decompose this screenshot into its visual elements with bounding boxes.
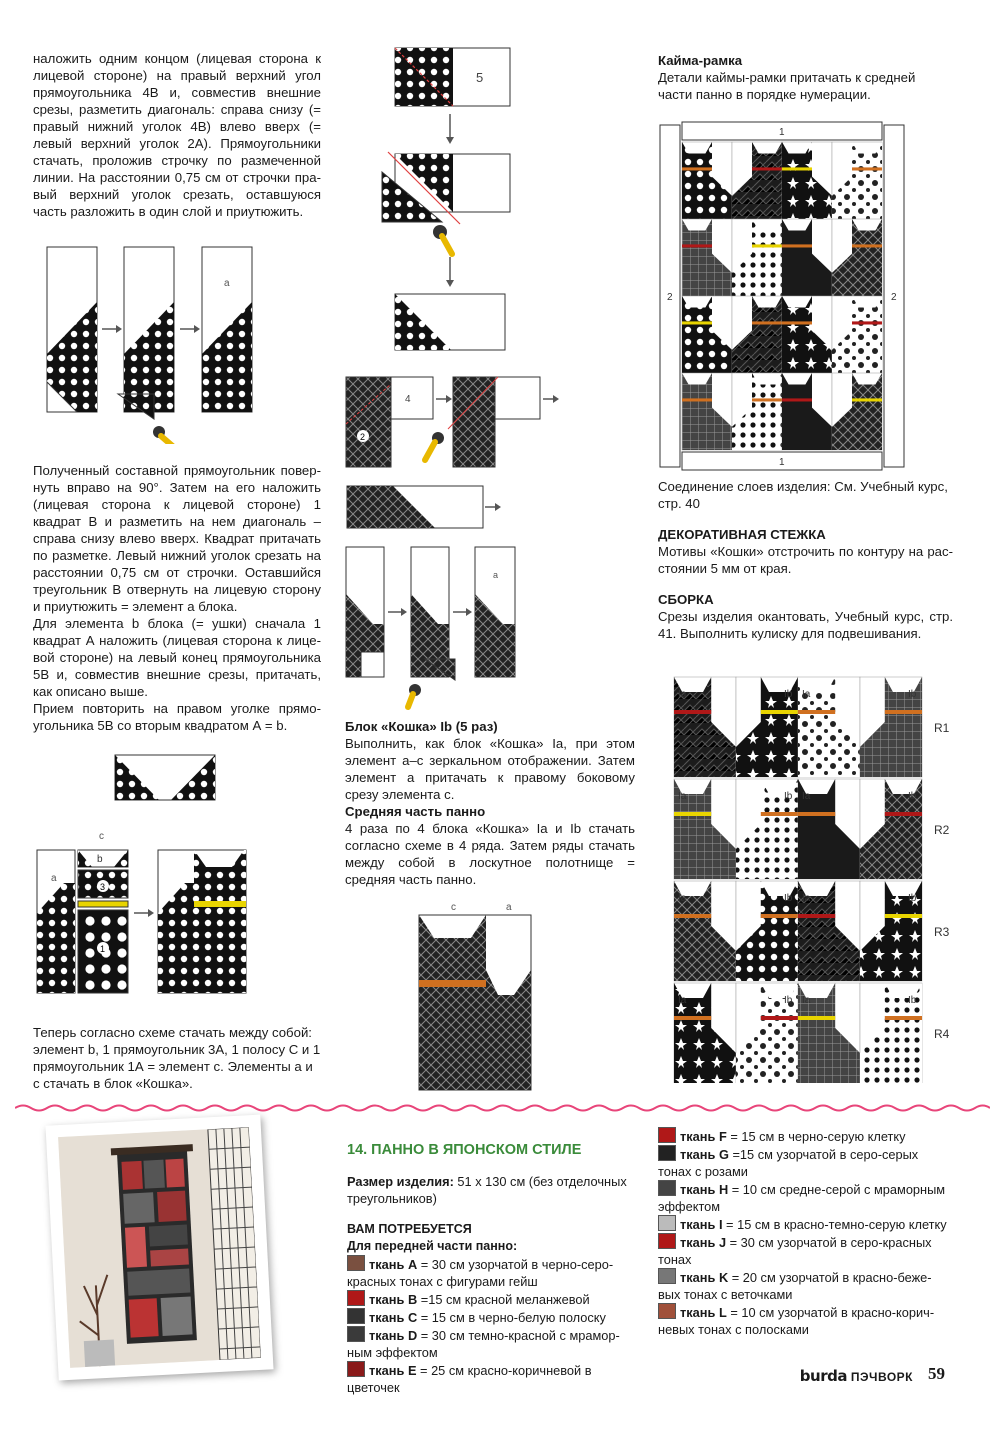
mini-cat-block	[832, 219, 882, 296]
frame-top-label: 1	[779, 127, 785, 138]
cat-block-result	[158, 850, 246, 993]
block-label: Ia	[802, 689, 811, 700]
mini-cat-block	[682, 219, 732, 296]
fabrics-left-list	[347, 1255, 637, 1396]
fabric-swatch	[347, 1308, 365, 1324]
row-label: R1	[934, 721, 950, 735]
fabric-swatch	[347, 1255, 365, 1271]
cat-collar	[674, 1016, 711, 1020]
mini-cat-block	[682, 296, 732, 373]
lattice-step-1	[346, 377, 433, 467]
size-label: Размер изделия:	[347, 1174, 454, 1189]
panel-photo-image	[58, 1127, 261, 1368]
mini-cat-block	[732, 219, 782, 296]
strip-1	[47, 247, 97, 412]
footer-brand	[800, 1367, 913, 1385]
panel-photo	[45, 1115, 273, 1381]
lattice-strip-figure	[343, 544, 523, 714]
block-label: Ib	[908, 893, 917, 904]
fabric-item	[347, 1308, 637, 1326]
fabric-text: = 10 см средне-серой с мраморным эффектом	[658, 1182, 946, 1214]
quilt-layout-figure	[658, 120, 908, 472]
lattice-strip-2	[408, 547, 455, 707]
cat-collar	[674, 812, 711, 816]
fabric-text: = 30 см узорчатой в серо-красных тонах	[658, 1235, 932, 1267]
label-4: 4	[405, 394, 411, 405]
mini-cat-block	[682, 373, 732, 450]
fabric-text: = 15 см в красно-темно-серую клетку	[722, 1217, 947, 1232]
fabric-swatch	[658, 1303, 676, 1319]
col2-text: Блок «Кошка» Ib (5 раз) Выполнить, как блок «Кошка» Ia, при этом элемент а–с зеркальном отображении. Затем элемент а притачать к правому боковому срезу элемента с. Средняя часть панно 4 раза по 4 блока «Кошка» Ia и Ib стачать согласно схеме в 4 ряда. Затем ряды стачать между собой в лоскутное полотнище = средняя часть панно.	[345, 719, 635, 887]
cat-collar	[782, 398, 812, 401]
row-cat-block	[798, 983, 860, 1083]
label-3: 3	[100, 882, 106, 892]
cat-collar	[752, 321, 782, 324]
quilting-heading: ДЕКОРАТИВНАЯ СТЕЖКА	[658, 527, 826, 542]
fabric-item	[347, 1326, 637, 1361]
row-cat-block	[736, 881, 798, 981]
row-cat-block	[736, 779, 798, 879]
fabric-text: = 10 см узорчатой в красно-коричневых тонах с полосками	[658, 1305, 935, 1337]
mini-cat-block	[732, 373, 782, 450]
fabric-name: ткань I	[680, 1217, 723, 1232]
page-number: 59	[928, 1364, 945, 1383]
border-heading: Кайма-рамка	[658, 53, 743, 68]
row-cat-block	[798, 881, 860, 981]
frame-bottom-label: 1	[779, 457, 785, 468]
brand-sub: ПЭЧВОРК	[850, 1370, 913, 1384]
cat-collar	[798, 1016, 835, 1020]
block-label: Ia	[678, 791, 687, 802]
fabric-item	[658, 1215, 948, 1233]
fabric-name: ткань C	[369, 1310, 418, 1325]
cat-collar	[682, 321, 712, 324]
element-c	[78, 833, 128, 993]
row-cat-block	[736, 677, 798, 777]
cat-collar	[682, 167, 712, 170]
quilt-mini-grid	[682, 142, 882, 450]
cat-collar	[885, 1016, 922, 1020]
col1-paragraph-3: Теперь согласно схеме стачать между собой: элемент b, 1 прямоугольник 3А, 1 полосу С и 1 прямоугольник 1А = элемент с. Элементы а и с стачать в блок «Кошка».	[33, 1025, 321, 1091]
fabric-text: = 25 см красно-коричневой в цветочек	[347, 1363, 592, 1395]
step-3	[395, 294, 505, 350]
fabric-name: ткань F	[680, 1129, 727, 1144]
row-cat-block	[674, 881, 736, 981]
cat-collar	[761, 710, 798, 714]
fabric-item	[658, 1127, 948, 1145]
strip-steps-figure	[44, 244, 259, 444]
cat-collar	[761, 914, 798, 918]
mini-cat-block	[832, 142, 882, 219]
fabric-item	[658, 1145, 948, 1180]
cat-collar	[885, 914, 922, 918]
row-label: R2	[934, 823, 950, 837]
fabric-text: =15 см узорчатой в серо-серых тонах с розами	[658, 1147, 919, 1179]
lattice-strip-3	[475, 547, 515, 677]
fabric-item	[347, 1290, 637, 1308]
row-cat-block	[798, 677, 860, 777]
lattice-strip-1	[346, 547, 384, 677]
fabric-swatch	[347, 1290, 365, 1306]
label-c: c	[99, 833, 104, 842]
fabric-text: =15 см красной меланжевой	[417, 1292, 590, 1307]
row-cat-block	[674, 779, 736, 879]
cat-collar	[761, 1016, 798, 1020]
lattice-step-2	[425, 377, 540, 467]
cat-collar	[752, 167, 782, 170]
corner-steps-figure	[380, 42, 520, 362]
fabric-swatch	[658, 1145, 676, 1161]
fabric-swatch	[658, 1127, 676, 1143]
label-c: c	[451, 902, 456, 913]
cat-collar	[752, 244, 782, 247]
cat-collar	[852, 244, 882, 247]
row-cat-block	[736, 983, 798, 1083]
fabric-text: = 15 см в черно-серую клетку	[726, 1129, 906, 1144]
label-2: 2	[360, 432, 366, 442]
frame-right-label: 2	[891, 292, 897, 303]
section14-right	[658, 1127, 948, 1338]
block-label: Ib	[784, 791, 793, 802]
fabric-text: = 20 см узорчатой в красно-бежевых тонах с веточками	[658, 1270, 932, 1302]
fabric-name: ткань K	[680, 1270, 729, 1285]
row-cat-block	[860, 779, 922, 879]
block-label: Ib	[784, 995, 793, 1006]
step-2	[382, 152, 510, 254]
cat-collar	[852, 398, 882, 401]
element-a	[37, 850, 75, 993]
fabric-swatch	[347, 1326, 365, 1342]
fabric-item	[658, 1233, 948, 1268]
ears-strip-figure	[114, 754, 218, 802]
row-cat-block	[798, 779, 860, 879]
label-a: a	[224, 278, 230, 289]
row-cat-block	[860, 881, 922, 981]
row-cat-block	[674, 983, 736, 1083]
fabric-name: ткань D	[369, 1328, 418, 1343]
assembly-heading: СБОРКА	[658, 592, 714, 607]
label-1: 1	[100, 944, 106, 954]
block-label: Ia	[802, 791, 811, 802]
fabric-text: = 30 см темно-красной с мраморным эффектом	[347, 1328, 620, 1360]
cat-collar	[798, 812, 835, 816]
col1-paragraph-2: Полученный составной прямоугольник повернуть вправо на 90°. Затем на его наложить (лицевая сторона к лицевой стороне) 1 квадрат В и разметить на нем диагональ – справа снизу влево вверх. Квадрат притачать по разметке. Левый нижний уголок срезать на расстоянии 0,75 см от строчки. Оставшийся треугольник В отвернуть на лицевую сторону и приутюжить = элемент а блока. Для элемента b блока (= ушки) сначала 1 квадрат А наложить (лицевая сторона к лицевой стороне) на левый конец прямоугольника 5В и, совместив внешние срезы, притачать, как описано выше. Прием повторить на правом уголке прямоугольника 5В со вторым квадратом А = b.	[33, 463, 321, 733]
fabric-item	[347, 1255, 637, 1290]
fabric-text: = 15 см в черно-белую полоску	[417, 1310, 606, 1325]
fabric-swatch	[658, 1215, 676, 1231]
cat-collar	[752, 398, 782, 401]
cat-collar	[798, 914, 835, 918]
row-label: R4	[934, 1027, 950, 1041]
cat-collar	[682, 244, 712, 247]
section14-left	[347, 1127, 637, 1396]
fabric-name: ткань А	[369, 1257, 418, 1272]
block-label: Ia	[678, 995, 687, 1006]
block-label: Ib	[908, 995, 917, 1006]
frame-left-label: 2	[667, 292, 673, 303]
block-label: Ib	[908, 791, 917, 802]
mini-cat-block	[732, 296, 782, 373]
middle-part-heading: Средняя часть панно	[345, 804, 486, 819]
mini-cat-block	[782, 219, 832, 296]
mini-cat-block	[782, 373, 832, 450]
cat-collar	[782, 244, 812, 247]
block-ib-heading: Блок «Кошка» Ib (5 раз)	[345, 719, 498, 734]
section14-title: 14. ПАННО В ЯПОНСКОМ СТИЛЕ	[347, 1141, 582, 1158]
brand-logo: burda	[799, 1367, 847, 1385]
strip-2	[118, 247, 176, 444]
block-label: Ib	[784, 689, 793, 700]
row-label: R3	[934, 925, 950, 939]
step-1	[395, 48, 510, 106]
fabric-item	[658, 1180, 948, 1215]
block-label: Ia	[678, 893, 687, 904]
mini-cat-block	[682, 142, 732, 219]
block-label: Ia	[802, 995, 811, 1006]
row-cat-block	[860, 677, 922, 777]
fabric-swatch	[347, 1361, 365, 1377]
block-label: Ib	[908, 689, 917, 700]
label-a: a	[51, 873, 57, 884]
fabric-name: ткань B	[369, 1292, 418, 1307]
fabric-text: = 30 см узорчатой в черно-серо-красных тонах с фигурами гейш	[347, 1257, 614, 1289]
section-divider	[15, 1103, 990, 1113]
cat-collar	[674, 710, 711, 714]
block-label: Ib	[784, 893, 793, 904]
cat-collar	[782, 321, 812, 324]
materials-heading: ВАМ ПОТРЕБУЕТСЯ	[347, 1222, 472, 1236]
fabric-item	[347, 1361, 637, 1396]
cat-collar	[885, 710, 922, 714]
fabric-name: ткань L	[680, 1305, 727, 1320]
cat-collar	[761, 812, 798, 816]
rows-figure	[672, 675, 972, 1083]
size-value: 51 x 130 см (без отделочных треугольников)	[347, 1174, 627, 1206]
cat-collar	[674, 914, 711, 918]
fabric-name: ткань H	[680, 1182, 729, 1197]
col1-paragraph-1: наложить одним концом (лицевая сторона к лицевой стороне) на правый верхний угол прямоугольника 4В и, совместив внешние срезы, разметить диагональ: справа снизу (= правый нижний уголок 4В) влево вверх (= левый верхний уголок 2А). Прямоугольники стачать, проложив строчку по размеченной линии. На расстоянии 0,75 см от строчки правый верхний уголок срезать, оставшуюся часть разложить в один слой и приутюжить.	[33, 51, 321, 219]
block-label: Ia	[678, 689, 687, 700]
fabric-item	[658, 1303, 948, 1338]
label-5: 5	[476, 70, 484, 85]
cat-assembly-figure	[34, 833, 299, 998]
lattice-steps-figure	[343, 374, 563, 534]
mini-cat-block	[732, 142, 782, 219]
lattice-cat-figure	[416, 900, 534, 1092]
cat-collar	[852, 321, 882, 324]
fabric-swatch	[658, 1180, 676, 1196]
rows-grid	[674, 677, 950, 1083]
cat-collar	[885, 812, 922, 816]
fabric-name: ткань G	[680, 1147, 729, 1162]
front-part-heading: Для передней части панно:	[347, 1239, 518, 1253]
cat-collar	[782, 167, 812, 170]
mini-cat-block	[782, 142, 832, 219]
label-a: a	[506, 902, 512, 913]
fabric-name: ткань E	[369, 1363, 417, 1378]
fabric-item	[658, 1268, 948, 1303]
col3-text-2: Соединение слоев изделия: См. Учебный курс, стр. 40 ДЕКОРАТИВНАЯ СТЕЖКА Мотивы «Кошки» отстрочить по контуру на расстоянии 5 мм от края. СБОРКА Срезы изделия окантовать, Учебный курс, стр. 41. Выполнить кулиску для подвешивания.	[658, 479, 953, 641]
label-b: b	[97, 854, 103, 865]
mini-cat-block	[832, 373, 882, 450]
mini-cat-block	[782, 296, 832, 373]
fabric-swatch	[658, 1233, 676, 1249]
row-cat-block	[674, 677, 736, 777]
label-a: a	[493, 570, 499, 580]
mini-cat-block	[832, 296, 882, 373]
col3-text-1: Кайма-рамка Детали каймы-рамки притачать к средней части панно в порядке нумерации.	[658, 52, 953, 103]
lattice-step-3	[347, 486, 483, 528]
block-label: Ia	[802, 893, 811, 904]
cat-collar	[852, 167, 882, 170]
fabric-swatch	[658, 1268, 676, 1284]
cat-collar	[798, 710, 835, 714]
fabric-name: ткань J	[680, 1235, 727, 1250]
row-cat-block	[860, 983, 922, 1083]
cat-collar	[682, 398, 712, 401]
strip-3	[202, 247, 252, 412]
fabrics-right-list	[658, 1127, 948, 1338]
